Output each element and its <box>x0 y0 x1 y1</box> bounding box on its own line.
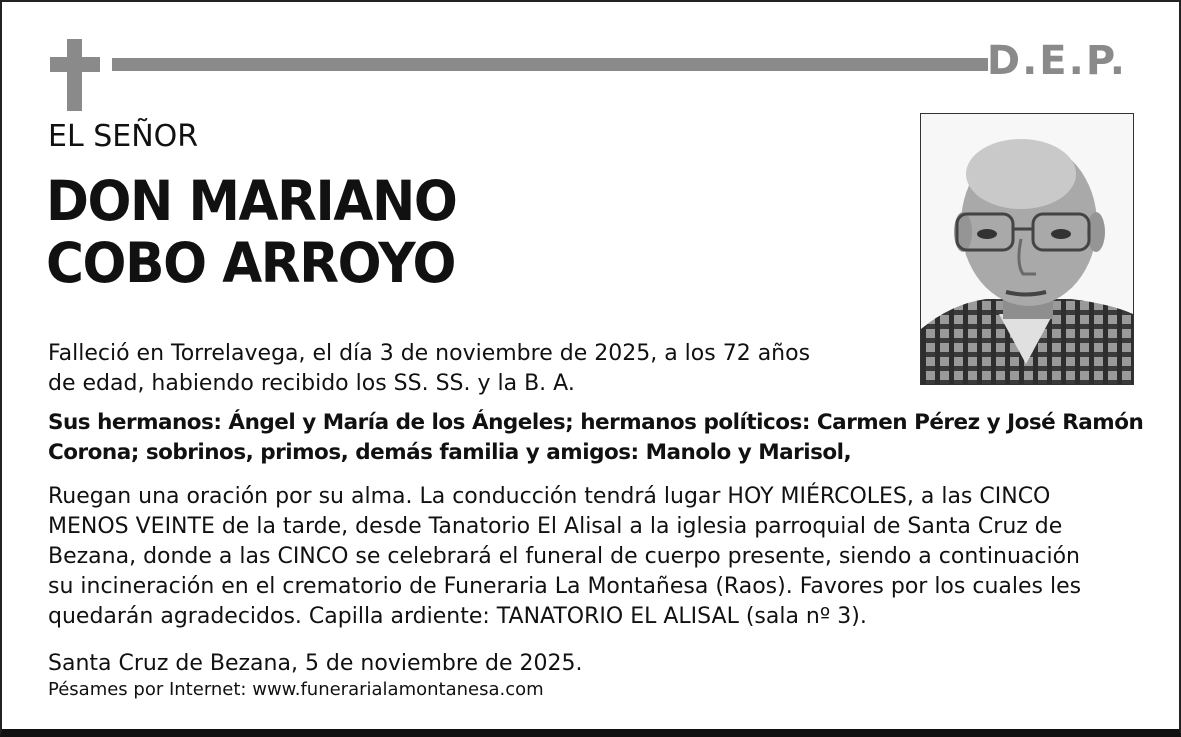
family-line-2: Corona; sobrinos, primos, demás familia y amigos: Manolo y Marisol, <box>48 440 852 465</box>
death-announcement <box>48 339 878 399</box>
body-line-4: su incineración en el crematorio de Funeraria La Montañesa (Raos). Favores por los cuales les <box>48 574 1082 599</box>
family-list <box>48 408 1148 468</box>
deceased-name <box>46 170 456 294</box>
family-line-1: Sus hermanos: Ángel y María de los Ángeles; hermanos políticos: Carmen Pérez y José Ramón <box>48 410 1144 435</box>
condolences-website: Pésames por Internet: www.funerarialamontanesa.com <box>48 679 544 700</box>
portrait-photo <box>920 113 1134 385</box>
place-date: Santa Cruz de Bezana, 5 de noviembre de 2025. <box>48 651 583 676</box>
name-line-1: DON MARIANO <box>46 169 457 233</box>
header-rule <box>112 58 988 71</box>
intro-line-2: de edad, habiendo recibido los SS. SS. y la B. A. <box>48 371 575 396</box>
body-line-2: MENOS VEINTE de la tarde, desde Tanatorio El Alisal a la iglesia parroquial de Santa Cruz de <box>48 514 1063 539</box>
name-line-2: COBO ARROYO <box>46 231 456 295</box>
body-line-3: Bezana, donde a las CINCO se celebrará el funeral de cuerpo presente, siendo a continuación <box>48 544 1080 569</box>
body-line-1: Ruegan una oración por su alma. La conducción tendrá lugar HOY MIÉRCOLES, a las CINCO <box>48 484 1051 509</box>
honorific: EL SEÑOR <box>48 119 199 154</box>
dep-label: D.E.P. <box>986 38 1127 84</box>
intro-line-1: Falleció en Torrelavega, el día 3 de noviembre de 2025, a los 72 años <box>48 341 811 366</box>
portrait-image <box>921 114 1133 384</box>
body-line-5: quedarán agradecidos. Capilla ardiente: TANATORIO EL ALISAL (sala nº 3). <box>48 604 867 629</box>
cross-icon <box>50 39 100 111</box>
service-details <box>48 482 1158 632</box>
